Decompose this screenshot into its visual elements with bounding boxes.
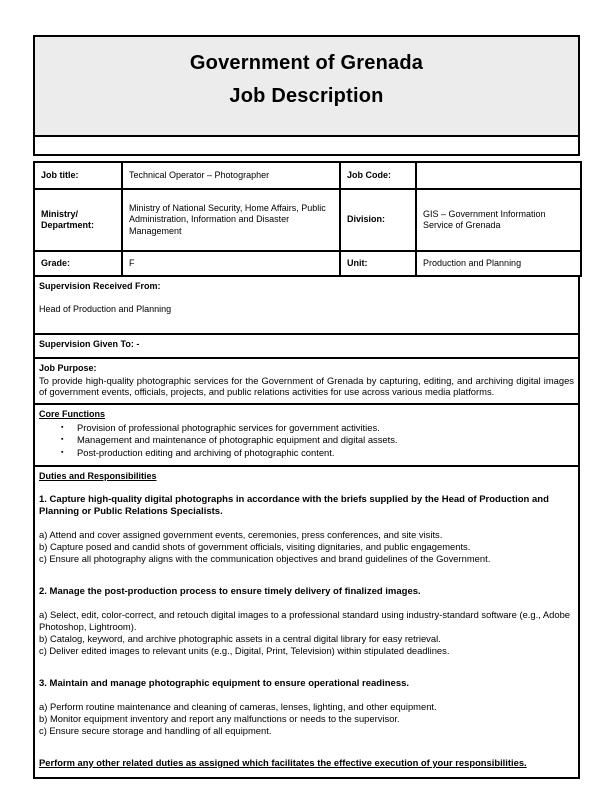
list-item [39, 447, 574, 460]
grade-label: Grade: [34, 251, 122, 276]
core-functions-section [33, 403, 580, 467]
duty-item: b) Capture posed and candid shots of government officials, visiting dignitaries, and public engagements. [39, 540, 471, 552]
job-code-value [416, 162, 581, 189]
duty-1-items [39, 529, 574, 565]
document-content [33, 35, 580, 779]
bullet-icon: ▪ [61, 423, 64, 431]
document-title-line1: Government of Grenada [189, 52, 424, 74]
job-code-label: Job Code: [340, 162, 416, 189]
duty-item: c) Deliver edited images to relevant units (e.g., Digital, Print, Television) within stipulated deadlines. [39, 644, 450, 656]
duty-item: a) Attend and cover assigned government events, ceremonies, press conferences, and site visits. [39, 528, 443, 540]
duties-section [33, 465, 580, 779]
job-info-table [33, 161, 582, 277]
ministry-label: Ministry/ Department: [34, 189, 122, 251]
duties-heading: Duties and Responsibilities [39, 470, 157, 481]
unit-value: Production and Planning [416, 251, 581, 276]
duty-item: a) Select, edit, color-correct, and retouch digital images to a professional standard using industry-standard software (e.g., Adobe Photoshop, Lightroom). [39, 608, 571, 632]
grade-value: F [122, 251, 340, 276]
duty-item: a) Perform routine maintenance and cleaning of cameras, lenses, lighting, and other equipment. [39, 700, 437, 712]
duty-3-items [39, 701, 574, 737]
supervision-given-heading: Supervision Given To: - [39, 339, 140, 349]
document-title-line2: Job Description [229, 85, 384, 107]
division-value: GIS – Government Information Service of Grenada [416, 189, 581, 251]
duty-item: c) Ensure secure storage and handling of all equipment. [39, 724, 272, 736]
core-function-text: Management and maintenance of photographic equipment and digital assets. [77, 434, 398, 446]
title-box [33, 35, 580, 137]
job-title-label: Job title: [34, 162, 122, 189]
duty-3-title: 3. Maintain and manage photographic equipment to ensure operational readiness. [39, 677, 410, 689]
bullet-icon: ▪ [61, 448, 64, 456]
job-title-value: Technical Operator – Photographer [122, 162, 340, 189]
supervision-received-value: Head of Production and Planning [39, 304, 172, 314]
core-function-text: Post-production editing and archiving of photographic content. [77, 446, 335, 458]
bullet-icon: ▪ [61, 436, 64, 444]
job-purpose-text: To provide high-quality photographic services for the Government of Grenada by capturing, editing, and archiving digital images of government events, officials, projects, and public relations activities for use across various media platforms. [39, 375, 574, 398]
duty-item: b) Catalog, keyword, and archive photographic assets in a central digital library for easy retrieval. [39, 632, 441, 644]
core-functions-list [39, 422, 574, 460]
duty-item: b) Monitor equipment inventory and report any malfunctions or needs to the supervisor. [39, 712, 400, 724]
duty-1-title: 1. Capture high-quality digital photographs in accordance with the briefs supplied by the Head of Production and Planning or Public Relations Specialists. [39, 493, 549, 517]
duty-2-title: 2. Manage the post-production process to ensure timely delivery of finalized images. [39, 585, 421, 597]
ministry-value: Ministry of National Security, Home Affairs, Public Administration, Information and Disaster Management [122, 189, 340, 251]
job-purpose-heading: Job Purpose: [39, 363, 97, 373]
supervision-received-section [33, 275, 580, 335]
supervision-given-section [33, 333, 580, 359]
table-row [34, 251, 581, 276]
duty-item: c) Ensure all photography aligns with the communication objectives and brand guidelines of the Government. [39, 552, 491, 564]
list-item [39, 422, 574, 435]
table-row [34, 162, 581, 189]
division-label: Division: [340, 189, 416, 251]
duty-2-items [39, 609, 574, 657]
list-item [39, 434, 574, 447]
title-spacer-box [33, 135, 580, 156]
supervision-received-heading: Supervision Received From: [39, 281, 161, 291]
table-row [34, 189, 581, 251]
unit-label: Unit: [340, 251, 416, 276]
core-function-text: Provision of professional photographic services for government activities. [77, 421, 380, 433]
core-functions-heading: Core Functions [39, 408, 106, 419]
duties-footer-note: Perform any other related duties as assigned which facilitates the effective execution of your responsibilities. [39, 756, 527, 768]
job-purpose-section [33, 357, 580, 405]
